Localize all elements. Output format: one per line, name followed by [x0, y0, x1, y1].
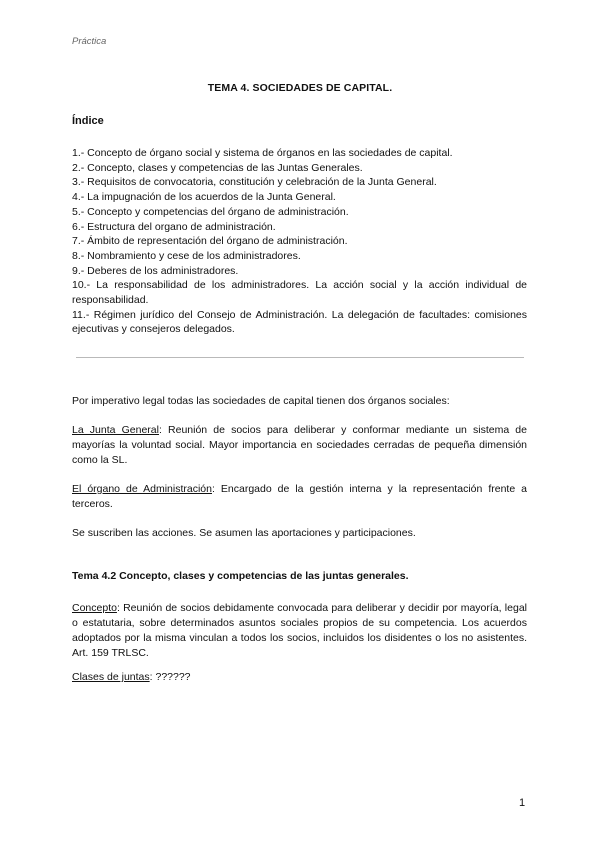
index-item: 10.- La responsabilidad de los administradores. La acción social y la acción individual de responsabilidad.: [72, 279, 527, 307]
document-title: TEMA 4. SOCIEDADES DE CAPITAL.: [207, 82, 393, 94]
index-item: 6.- Estructura del organo de administración.: [72, 220, 276, 233]
junta-general-paragraph: [72, 423, 527, 468]
index-item: 7.- Ámbito de representación del órgano de administración.: [72, 235, 348, 248]
index-list: [72, 146, 527, 337]
clases-juntas-paragraph: [72, 670, 527, 685]
clases-juntas-text: : ??????: [149, 671, 191, 683]
organo-administracion-paragraph: [72, 482, 527, 512]
index-heading: Índice: [72, 115, 104, 127]
page-header: Práctica: [72, 36, 107, 47]
junta-general-text: : Reunión de socios para deliberar y conformar mediante un sistema de mayorías la voluntad social. Mayor importancia en sociedades cerradas de pequeña dimensión como la SL.: [72, 424, 527, 466]
organo-administracion-text: : Encargado de la gestión interna y la representación frente a terceros.: [72, 483, 528, 510]
clases-juntas-term: Clases de juntas: [72, 671, 150, 683]
index-item: 11.- Régimen jurídico del Consejo de Administración. La delegación de facultades: comisiones ejecutivas y consejeros delegados.: [72, 308, 527, 336]
index-item: 8.- Nombramiento y cese de los administradores.: [72, 249, 301, 262]
horizontal-divider: [76, 357, 524, 358]
index-item: 5.- Concepto y competencias del órgano de administración.: [72, 205, 349, 218]
index-item: 4.- La impugnación de los acuerdos de la Junta General.: [72, 191, 336, 204]
concepto-text: : Reunión de socios debidamente convocada para deliberar y decidir por mayoría, legal o estatutaria, sobre determinados asuntos sociales propios de su competencia. Los acuerdos adoptados por la misma vinculan a todos los socios, incluidos los disidentes o los no asistentes. Art. 159 TRLSC.: [72, 602, 527, 659]
intro-paragraph: Por imperativo legal todas las sociedades de capital tienen dos órganos sociales:: [72, 395, 450, 407]
acciones-paragraph: Se suscriben las acciones. Se asumen las aportaciones y participaciones.: [72, 527, 416, 539]
index-item: 2.- Concepto, clases y competencias de las Juntas Generales.: [72, 161, 363, 174]
organo-administracion-term: El órgano de Administración: [72, 483, 212, 495]
section-heading-4-2: Tema 4.2 Concepto, clases y competencias de las juntas generales.: [72, 570, 409, 582]
index-item: 3.- Requisitos de convocatoria, constitución y celebración de la Junta General.: [72, 176, 437, 189]
concepto-term: Concepto: [72, 602, 117, 614]
index-item: 9.- Deberes de los administradores.: [72, 264, 239, 277]
junta-general-term: La Junta General: [72, 424, 159, 436]
concepto-paragraph: [72, 601, 527, 661]
page-number: 1: [519, 797, 526, 809]
index-item: 1.- Concepto de órgano social y sistema de órganos en las sociedades de capital.: [72, 147, 453, 159]
